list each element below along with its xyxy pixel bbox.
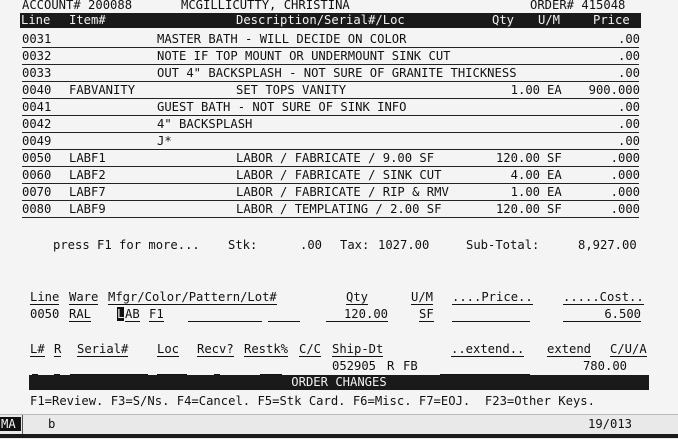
cursor-position: 19/013 <box>588 417 633 431</box>
row-line: 0060 <box>22 168 52 182</box>
stk-value: .00 <box>300 238 323 252</box>
row-line: 0070 <box>22 185 52 199</box>
detail-header-line: Line <box>30 290 60 304</box>
row-description: LABOR / FABRICATE / SINK CUT <box>236 168 442 182</box>
row-qty: 120.00 <box>495 202 540 216</box>
row-divider <box>22 64 639 65</box>
row-qty: 1.00 <box>510 83 540 97</box>
serial-header-extend-2: extend <box>547 342 592 356</box>
row-divider <box>22 98 639 99</box>
row-divider <box>22 81 639 82</box>
cost-field[interactable]: 6.500 <box>563 307 641 322</box>
ship-r-flag: R <box>387 359 395 373</box>
row-description: NOTE IF TOP MOUNT OR UNDERMOUNT SINK CUT <box>157 49 451 63</box>
col-line: Line <box>21 13 51 27</box>
row-divider <box>22 132 639 133</box>
mode-indicator: MA <box>0 417 21 431</box>
row-price: .000 <box>610 202 640 216</box>
subtotal-value: 8,927.00 <box>578 238 637 252</box>
bottom-edge <box>0 434 678 438</box>
row-um: EA <box>547 185 562 199</box>
row-description: OUT 4" BACKSPLASH - NOT SURE OF GRANITE THICKNESS <box>157 66 517 80</box>
row-qty: 1.00 <box>510 185 540 199</box>
title-bar <box>29 375 649 390</box>
detail-header-cost: .....Cost.. <box>563 290 644 304</box>
row-line: 0042 <box>22 117 52 131</box>
detail-header-qty: Qty <box>346 290 369 304</box>
row-description: LABOR / TEMPLATING / 2.00 SF <box>236 202 442 216</box>
row-description: SET TOPS VANITY <box>236 83 347 97</box>
row-description: GUEST BATH - NOT SURE OF SINK INFO <box>157 100 407 114</box>
color-field[interactable]: F1 <box>149 307 164 321</box>
row-line: 0049 <box>22 134 52 148</box>
ship-date-field[interactable]: 052905 <box>332 359 377 373</box>
serial-header-loc: Loc <box>157 342 180 356</box>
row-qty: 120.00 <box>495 151 540 165</box>
row-price: .00 <box>617 117 640 131</box>
stk-label: Stk: <box>228 238 258 252</box>
col-price: Price <box>593 13 630 27</box>
more-prompt: press F1 for more... <box>53 238 200 252</box>
order-number: ORDER# 415048 <box>530 0 626 12</box>
row-description: MASTER BATH - WILL DECIDE ON COLOR <box>157 32 407 46</box>
screen-title: ORDER CHANGES <box>291 375 387 389</box>
row-line: 0040 <box>22 83 52 97</box>
serial-header-cc: C/C <box>299 342 322 356</box>
row-divider <box>22 149 639 150</box>
text-cursor: L <box>117 307 125 321</box>
lot-field[interactable] <box>268 321 300 322</box>
extend-field[interactable]: 780.00 <box>582 359 627 373</box>
row-price: .000 <box>610 168 640 182</box>
serial-header-serial: Serial# <box>77 342 129 356</box>
row-item: LABF9 <box>69 202 106 216</box>
row-line: 0032 <box>22 49 52 63</box>
unit-field[interactable]: SF <box>419 307 434 321</box>
row-price: 900.000 <box>588 83 640 97</box>
col-um: U/M <box>538 13 561 27</box>
row-item: LABF7 <box>69 185 106 199</box>
row-description: LABOR / FABRICATE / 9.00 SF <box>236 151 435 165</box>
row-divider <box>22 47 639 48</box>
function-key-legend[interactable]: F1=Review. F3=S/Ns. F4=Cancel. F5=Stk Card. F6=Misc. F7=EOJ. F23=Other Keys. <box>30 394 595 408</box>
row-item: LABF2 <box>69 168 106 182</box>
row-um: SF <box>547 151 562 165</box>
row-price: .00 <box>617 100 640 114</box>
row-price: .00 <box>617 134 640 148</box>
serial-header-ship: Ship-Dt <box>332 342 384 356</box>
row-divider <box>22 115 639 116</box>
row-line: 0041 <box>22 100 52 114</box>
status-divider <box>22 415 23 435</box>
row-divider <box>22 217 639 218</box>
serial-header-restk: Restk% <box>244 342 289 356</box>
serial-header-ln: L# <box>30 342 45 356</box>
row-price: .000 <box>610 185 640 199</box>
detail-header-um: U/M <box>411 290 434 304</box>
row-price: .00 <box>617 49 640 63</box>
tax-label: Tax: <box>340 238 370 252</box>
row-line: 0050 <box>22 151 52 165</box>
subtotal-label: Sub-Total: <box>466 238 540 252</box>
row-um: EA <box>547 83 562 97</box>
detail-header-mfgr: Mfgr/Color/Pattern/Lot# <box>108 290 277 304</box>
detail-header-ware: Ware <box>69 290 99 304</box>
serial-header-cua: C/U/A <box>610 342 647 356</box>
row-divider <box>22 183 639 184</box>
row-item: LABF1 <box>69 151 106 165</box>
ship-fb-code: FB <box>403 359 418 373</box>
quantity-field[interactable]: 120.00 <box>326 307 388 322</box>
price-field[interactable] <box>452 321 530 322</box>
serial-header-r: R <box>54 342 62 356</box>
column-header-bar <box>20 13 641 28</box>
col-item: Item# <box>69 13 106 27</box>
row-price: .000 <box>610 151 640 165</box>
detail-line-number: 0050 <box>30 307 60 321</box>
row-item: FABVANITY <box>69 83 136 97</box>
row-line: 0080 <box>22 202 52 216</box>
tax-value: 1027.00 <box>378 238 430 252</box>
row-um: EA <box>547 168 562 182</box>
manufacturer-field[interactable]: AB <box>125 307 140 321</box>
row-description: LABOR / FABRICATE / RIP & RMV <box>236 185 449 199</box>
row-divider <box>22 166 639 167</box>
row-um: SF <box>547 202 562 216</box>
row-description: J* <box>157 134 172 148</box>
warehouse-field[interactable]: RAL <box>69 307 92 321</box>
detail-header-price: ....Price.. <box>452 290 533 304</box>
serial-header-recv: Recv? <box>197 342 234 356</box>
pattern-field[interactable] <box>188 321 262 322</box>
row-description: 4" BACKSPLASH <box>157 117 253 131</box>
col-description: Description/Serial#/Loc <box>236 13 405 27</box>
col-qty: Qty <box>492 13 515 27</box>
row-price: .00 <box>617 66 640 80</box>
row-line: 0033 <box>22 66 52 80</box>
account-number: ACCOUNT# 200088 <box>22 0 133 12</box>
row-divider <box>22 200 639 201</box>
customer-name: MCGILLICUTTY, CHRISTINA <box>181 0 350 12</box>
row-price: .00 <box>617 32 640 46</box>
serial-header-extend: ..extend.. <box>451 342 525 356</box>
row-line: 0031 <box>22 32 52 46</box>
row-qty: 4.00 <box>510 168 540 182</box>
status-field-name: b <box>48 417 56 431</box>
